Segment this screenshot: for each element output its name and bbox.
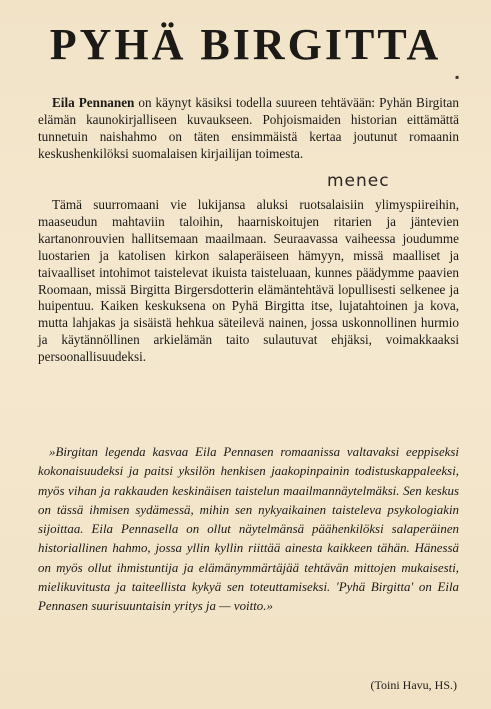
quote-attribution: (Toini Havu, HS.) xyxy=(370,678,457,692)
intro-paragraph-text: on käynyt käsiksi todella suureen tehtävään: Pyhän Birgitan elämän kaunokirjalliseen kuvaukseen. Pohjoismaiden historian eittämättä tunnetuin naishahmo on täten ensimmäistä kertaa joutunut romaanin keskushenkilöksi suomalaisen kirjailijan toimesta. xyxy=(38,95,459,161)
handwritten-note: menec xyxy=(327,171,390,191)
author-name: Eila Pennanen xyxy=(52,95,135,110)
review-quote: »Birgitan legenda kasvaa Eila Pennasen romaanissa valtavaksi eeppiseksi kokonaisuudeksi ja paitsi yksilön henkisen jaakopinpainin todistuskappaleeksi, myös vihan ja rakkauden keskinäisen taistelun maailmannäytelmäksi. Sen keskus on tässä ihmisen sydämessä, mihin sen nykyaikainen taisteleva psykologiakin sijoittaa. Eila Pennasella on ollut näytelmänsä päähenkilöksi salaperäinen historiallinen hahmo, jossa yllin kyllin riittää ainesta kaikkeen tähän. Hänessä on myös ollut ihmistuntija ja elämänymmärtäjää tehtävän mittojen mukaisesti, mielikuvitusta ja taiteellista kykyä sen toteuttamiseksi. 'Pyhä Birgitta' on Eila Pennasen suurisuuntaisin yritys ja — voitto.» xyxy=(38,445,459,614)
intro-paragraph xyxy=(38,95,459,163)
synopsis-paragraph: Tämä suurromaani vie lukijansa aluksi ruotsalaisiin ylimyspiireihin, maaseudun mahtaviin taloihin, haarniskoitujen ritarien ja jäntevien kartanonrouvien hallitsemaan maailmaan. Seuraavassa vaiheessa joudumme luostarien ja katolisen kirkon salaperäiseen hämyyn, missä maalliset ja taivaalliset intohimot taistelevat ikuista taisteluaan, kunnes päädymme paavien Roomaan, missä Birgitta Birgersdotterin elämäntehtävä lopullisesti selkenee ja huipentuu. Kaiken keskuksena on Pyhä Birgitta itse, lujatahtoinen ja kova, mutta lahjakas ja sisäistä hehkua säteilevä nainen, jossa uskonnollinen hurmio ja käytännöllinen arkielämän taito sulautuvat ehjäksi, voimakkaaksi persoonallisuudeksi. xyxy=(38,197,459,365)
document-title: PYHÄ BIRGITTA xyxy=(49,20,442,69)
corner-mark: ▪ xyxy=(455,70,460,84)
